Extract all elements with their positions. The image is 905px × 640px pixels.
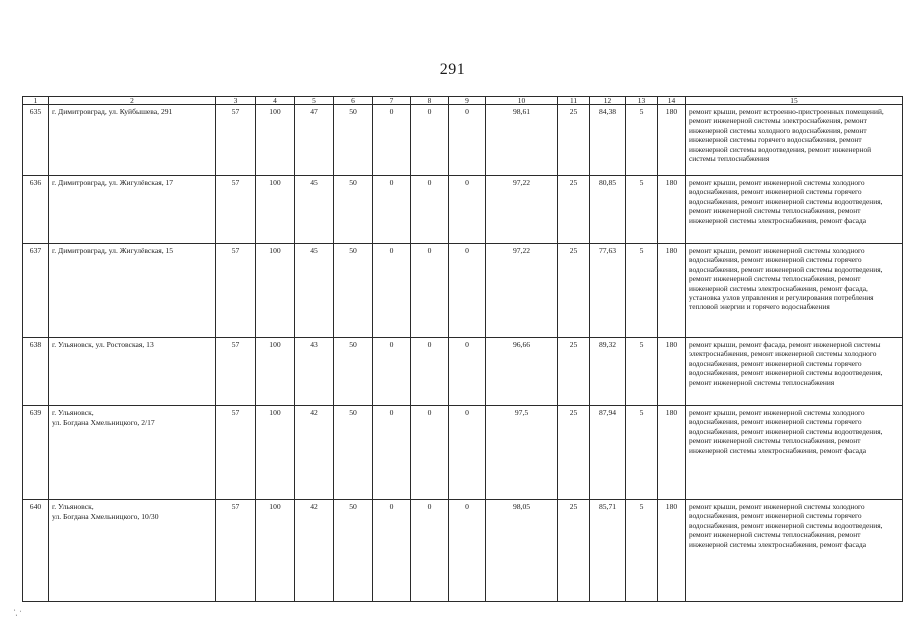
page-number: 291 [439,61,466,78]
value-cell: 45 [295,244,334,338]
value-cell: 50 [334,500,373,602]
value-cell: 100 [256,176,295,244]
value-cell: 0 [449,406,486,500]
address-cell: г. Ульяновск, ул. Богдана Хмельницкого, 10/30 [49,500,216,602]
row-number: 637 [23,244,49,338]
value-cell: 0 [411,105,449,176]
value-cell: 42 [295,406,334,500]
value-cell: 57 [216,338,256,406]
repair-registry-table [22,96,903,602]
column-header: 1 [23,97,49,105]
value-cell: 97,22 [486,244,558,338]
value-cell: 85,71 [590,500,626,602]
value-cell: 0 [373,338,411,406]
row-number: 639 [23,406,49,500]
value-cell: 180 [658,176,686,244]
value-cell: 25 [558,500,590,602]
address-cell: г. Димитровград, ул. Куйбышева, 291 [49,105,216,176]
value-cell: 50 [334,176,373,244]
address-cell: г. Ульяновск, ул. Богдана Хмельницкого, 2/17 [49,406,216,500]
value-cell: 80,85 [590,176,626,244]
table-row [23,406,903,500]
works-cell: ремонт крыши, ремонт встроенно-пристроенных помещений, ремонт инженерной системы электроснабжения, ремонт инженерной системы холодного водоснабжения, ремонт инженерной системы горячего водоснабжения, ремонт инженерной системы водоотведения, ремонт инженерной системы теплоснабжения [686,105,903,176]
value-cell: 0 [373,105,411,176]
works-cell: ремонт крыши, ремонт инженерной системы холодного водоснабжения, ремонт инженерной системы горячего водоснабжения, ремонт инженерной системы водоотведения, ремонт инженерной системы теплоснабжения, ремонт инженерной системы электроснабжения, ремонт фасада, установка узлов управления и регулирования потребления тепловой энергии и горячего водоснабжения [686,244,903,338]
value-cell: 5 [626,500,658,602]
value-cell: 100 [256,500,295,602]
value-cell: 45 [295,176,334,244]
value-cell: 57 [216,244,256,338]
address-cell: г. Димитровград, ул. Жигулёвская, 17 [49,176,216,244]
value-cell: 84,38 [590,105,626,176]
scan-artifact: ⁚ · [12,605,24,619]
value-cell: 180 [658,105,686,176]
value-cell: 57 [216,500,256,602]
column-header: 7 [373,97,411,105]
value-cell: 5 [626,105,658,176]
value-cell: 77,63 [590,244,626,338]
value-cell: 98,61 [486,105,558,176]
value-cell: 50 [334,244,373,338]
value-cell: 97,5 [486,406,558,500]
row-number: 635 [23,105,49,176]
column-header: 11 [558,97,590,105]
value-cell: 50 [334,105,373,176]
value-cell: 0 [373,176,411,244]
table-row [23,244,903,338]
value-cell: 0 [411,176,449,244]
value-cell: 47 [295,105,334,176]
works-cell: ремонт крыши, ремонт инженерной системы холодного водоснабжения, ремонт инженерной системы горячего водоснабжения, ремонт инженерной системы водоотведения, ремонт инженерной системы теплоснабжения, ремонт инженерной системы электроснабжения, ремонт фасада [686,500,903,602]
header-row [23,97,903,105]
value-cell: 100 [256,105,295,176]
column-header: 12 [590,97,626,105]
value-cell: 42 [295,500,334,602]
value-cell: 0 [449,244,486,338]
column-header: 3 [216,97,256,105]
column-header: 4 [256,97,295,105]
table-row [23,105,903,176]
column-header: 10 [486,97,558,105]
value-cell: 0 [411,338,449,406]
works-cell: ремонт крыши, ремонт фасада, ремонт инженерной системы электроснабжения, ремонт инженерной системы холодного водоснабжения, ремонт инженерной системы горячего водоснабжения, ремонт инженерной системы водоотведения, ремонт инженерной системы теплоснабжения [686,338,903,406]
value-cell: 0 [373,406,411,500]
row-number: 638 [23,338,49,406]
column-header: 15 [686,97,903,105]
value-cell: 87,94 [590,406,626,500]
value-cell: 180 [658,406,686,500]
row-number: 640 [23,500,49,602]
value-cell: 0 [373,244,411,338]
table-row [23,500,903,602]
value-cell: 57 [216,176,256,244]
value-cell: 89,32 [590,338,626,406]
works-cell: ремонт крыши, ремонт инженерной системы холодного водоснабжения, ремонт инженерной системы горячего водоснабжения, ремонт инженерной системы водоотведения, ремонт инженерной системы теплоснабжения, ремонт инженерной системы электроснабжения, ремонт фасада [686,176,903,244]
value-cell: 43 [295,338,334,406]
value-cell: 5 [626,406,658,500]
value-cell: 0 [449,176,486,244]
value-cell: 0 [449,105,486,176]
value-cell: 100 [256,244,295,338]
value-cell: 57 [216,406,256,500]
table-row [23,176,903,244]
column-header: 2 [49,97,216,105]
column-header: 13 [626,97,658,105]
address-cell: г. Ульяновск, ул. Ростовская, 13 [49,338,216,406]
works-cell: ремонт крыши, ремонт инженерной системы холодного водоснабжения, ремонт инженерной системы горячего водоснабжения, ремонт инженерной системы водоотведения, ремонт инженерной системы теплоснабжения, ремонт инженерной системы электроснабжения, ремонт фасада [686,406,903,500]
value-cell: 25 [558,244,590,338]
value-cell: 50 [334,406,373,500]
value-cell: 57 [216,105,256,176]
value-cell: 25 [558,105,590,176]
value-cell: 5 [626,176,658,244]
value-cell: 0 [411,244,449,338]
value-cell: 0 [373,500,411,602]
value-cell: 97,22 [486,176,558,244]
value-cell: 0 [449,500,486,602]
value-cell: 0 [411,500,449,602]
value-cell: 25 [558,338,590,406]
value-cell: 5 [626,244,658,338]
value-cell: 180 [658,244,686,338]
column-header: 8 [411,97,449,105]
column-header: 14 [658,97,686,105]
column-header: 6 [334,97,373,105]
value-cell: 98,05 [486,500,558,602]
value-cell: 96,66 [486,338,558,406]
row-number: 636 [23,176,49,244]
column-header: 5 [295,97,334,105]
value-cell: 25 [558,406,590,500]
table-row [23,338,903,406]
address-cell: г. Димитровград, ул. Жигулёвская, 15 [49,244,216,338]
value-cell: 50 [334,338,373,406]
value-cell: 0 [411,406,449,500]
value-cell: 5 [626,338,658,406]
value-cell: 0 [449,338,486,406]
value-cell: 180 [658,338,686,406]
value-cell: 100 [256,338,295,406]
value-cell: 100 [256,406,295,500]
value-cell: 180 [658,500,686,602]
column-header: 9 [449,97,486,105]
value-cell: 25 [558,176,590,244]
